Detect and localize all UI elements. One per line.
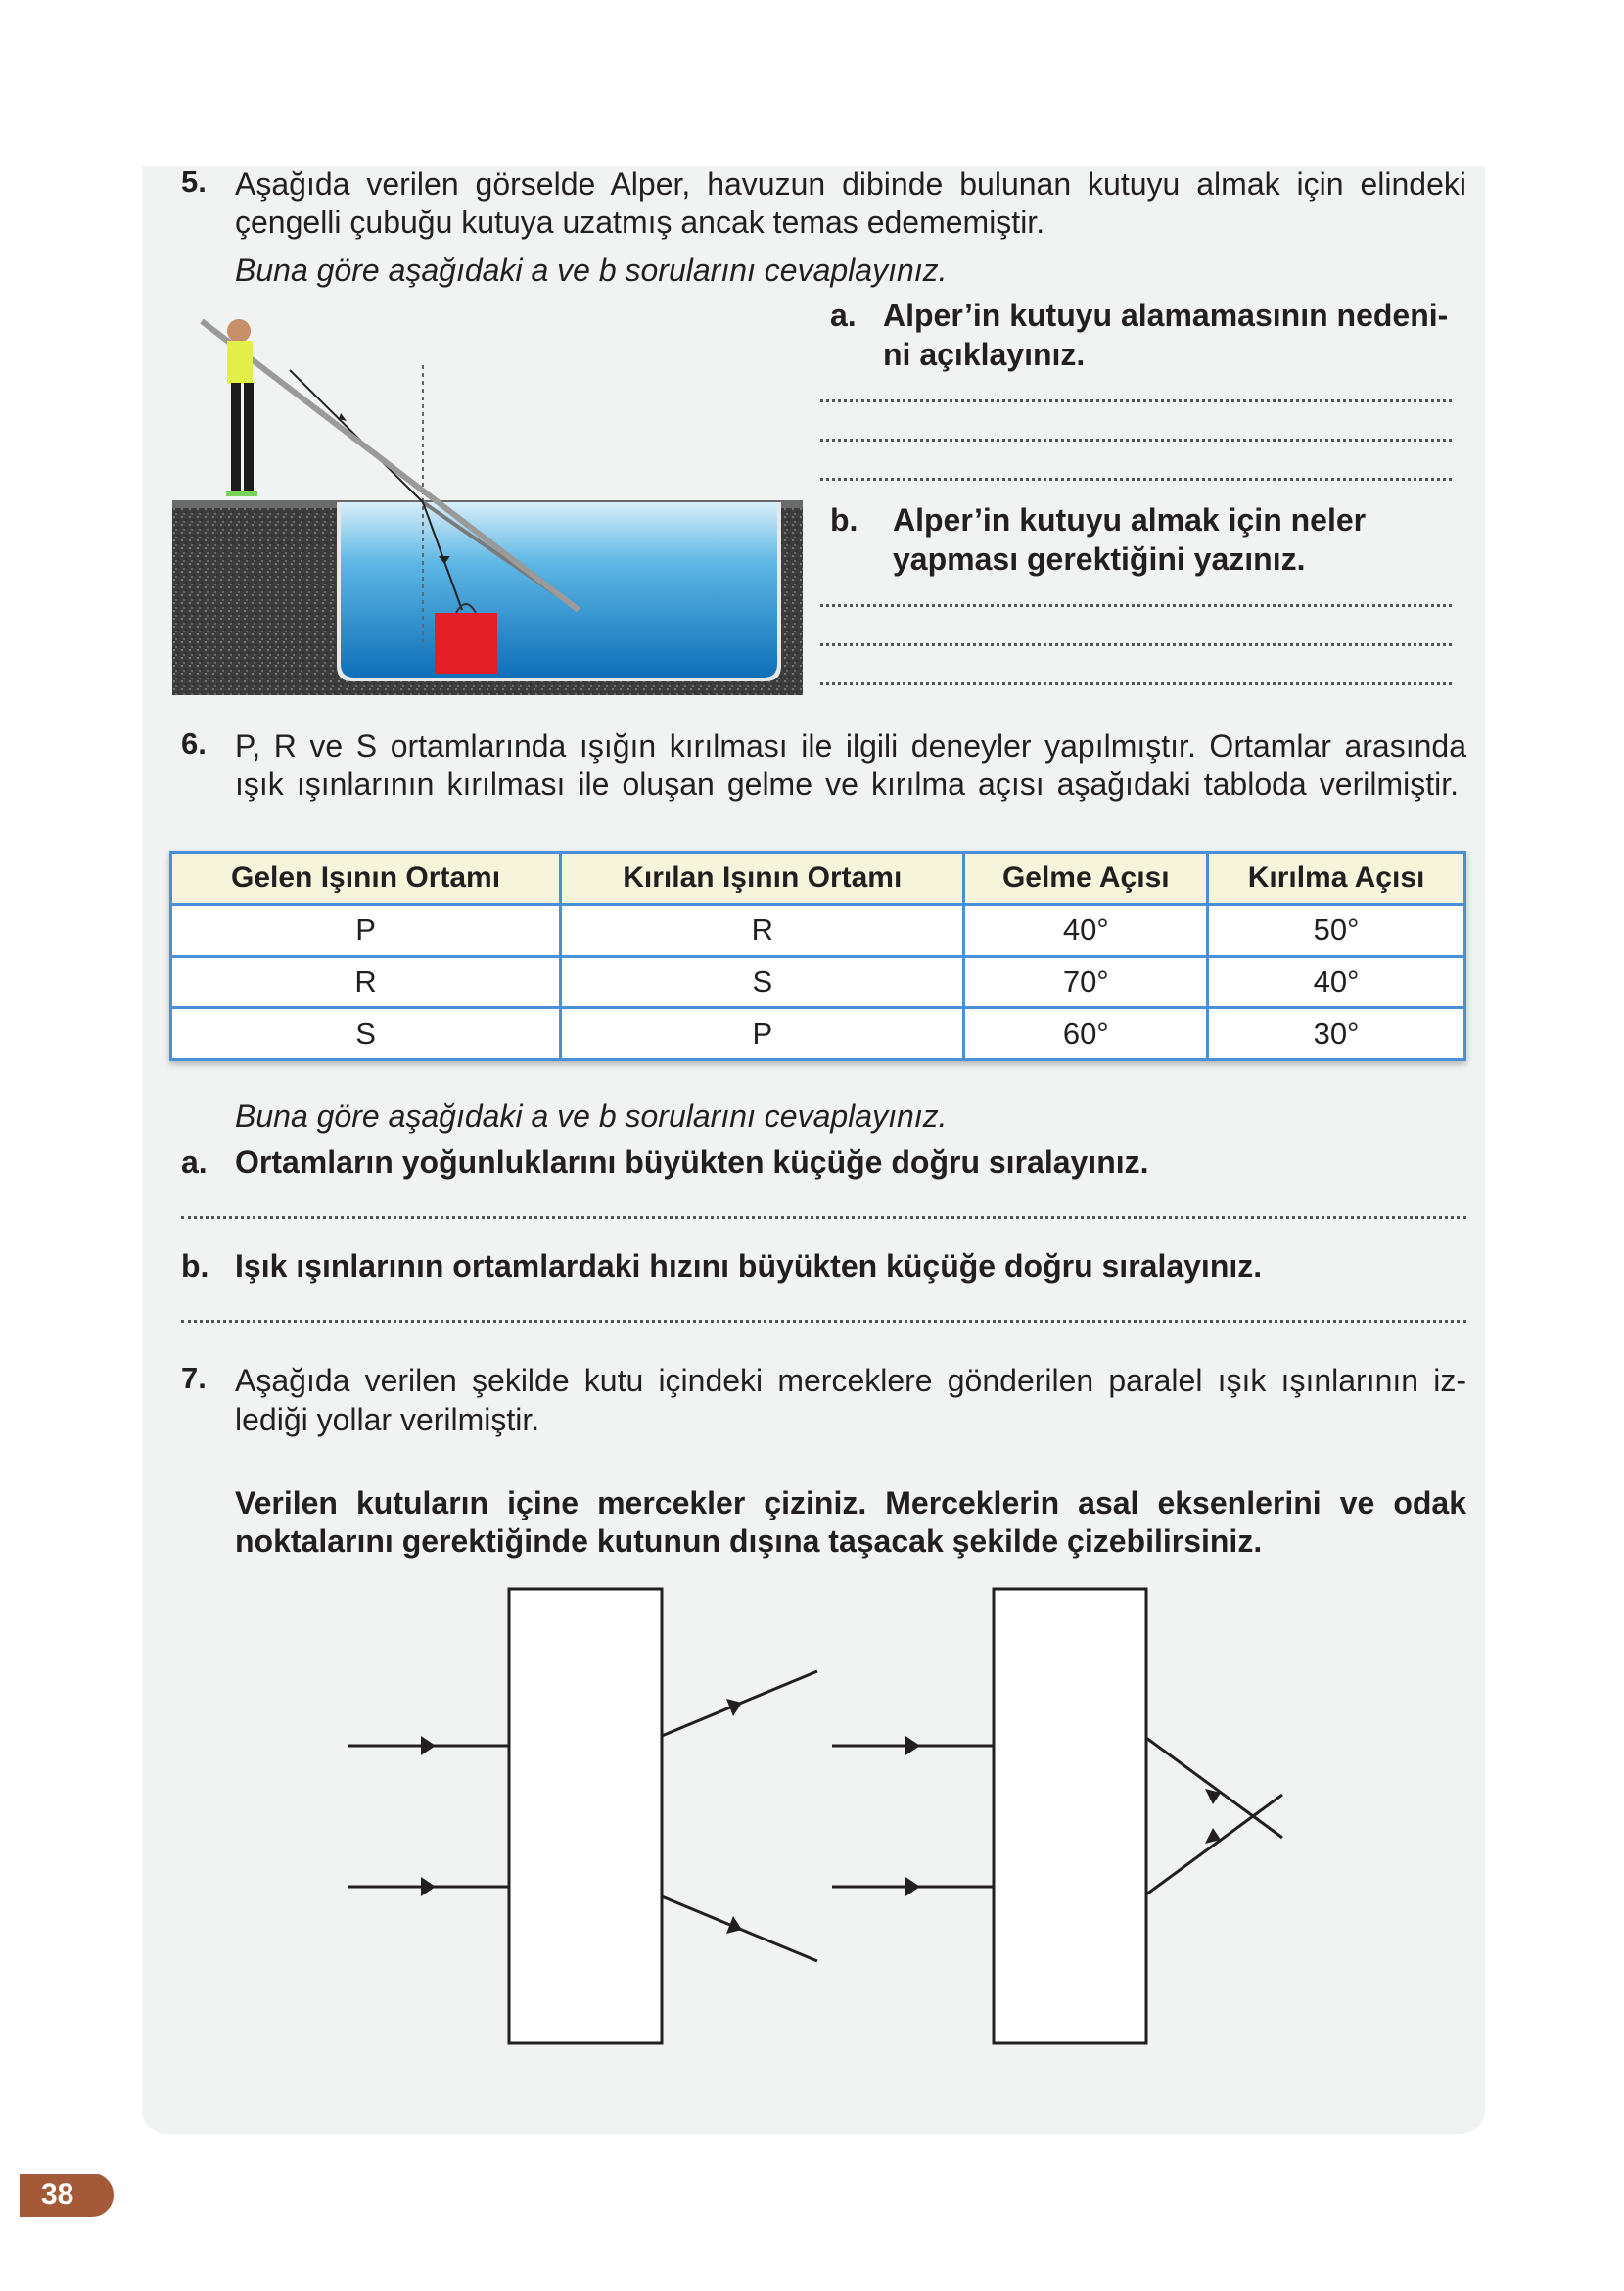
q5-b-answer-line-3[interactable] bbox=[820, 682, 1452, 685]
table-row bbox=[171, 1008, 1465, 1060]
table-cell: 30° bbox=[1208, 1008, 1465, 1060]
q5-b-answer-line-1[interactable] bbox=[820, 604, 1452, 607]
q6-text-line2: ışık ışınlarının kırılması ile oluşan gelme ve kırılma açısı aşağıdaki tabloda verilmiştir. bbox=[235, 767, 1459, 802]
table-cell: S bbox=[171, 1008, 561, 1060]
q5-a-answer-line-1[interactable] bbox=[820, 399, 1452, 402]
lens-box-diagram-2 bbox=[827, 1581, 1297, 2051]
q5-b-line1: Alper’in kutuyu almak için neler bbox=[893, 502, 1367, 538]
q6-instruction: Buna göre aşağıdaki a ve b sorularını cevaplayınız. bbox=[235, 1099, 948, 1134]
q5-b-answer-line-2[interactable] bbox=[820, 643, 1452, 646]
q6-number: 6. bbox=[181, 726, 207, 761]
table-header-row bbox=[171, 853, 1465, 905]
table-cell: 60° bbox=[964, 1008, 1208, 1060]
q5-a-answer-line-3[interactable] bbox=[820, 478, 1452, 481]
q6-b-text: Işık ışınlarının ortamlardaki hızını büyükten küçüğe doğru sıralayınız. bbox=[235, 1248, 1263, 1284]
table-cell: S bbox=[561, 957, 964, 1008]
q5-a-label: a. bbox=[830, 298, 857, 333]
table-cell: 50° bbox=[1208, 905, 1465, 957]
q6-text-line1: P, R ve S ortamlarında ışığın kırılması ile ilgili deneyler yapılmıştır. Ortamlar arasında bbox=[235, 728, 1466, 764]
table-cell: 40° bbox=[1208, 957, 1465, 1008]
table-header: Kırılma Açısı bbox=[1208, 853, 1465, 905]
q5-a-line2: ni açıklayınız. bbox=[883, 337, 1086, 372]
q7-number: 7. bbox=[181, 1361, 207, 1395]
table-cell: P bbox=[561, 1008, 964, 1060]
q5-instruction: Buna göre aşağıdaki a ve b sorularını cevaplayınız. bbox=[235, 253, 948, 288]
table-cell: 70° bbox=[964, 957, 1208, 1008]
q7-bold-line2: noktalarını gerektiğinde kutunun dışına taşacak şekilde çizebilirsiniz. bbox=[235, 1523, 1263, 1559]
table-cell: 40° bbox=[964, 905, 1208, 957]
q6-b-label: b. bbox=[181, 1248, 209, 1284]
table-row bbox=[171, 957, 1465, 1008]
q5-a-answer-line-2[interactable] bbox=[820, 439, 1452, 442]
lens-box-diagram-1 bbox=[343, 1581, 832, 2051]
q7-bold-line1: Verilen kutuların içine mercekler çiziniz. Merceklerin asal eksenlerini ve odak bbox=[235, 1485, 1466, 1520]
q5-b-label: b. bbox=[830, 502, 858, 538]
table-cell: R bbox=[171, 957, 561, 1008]
q5-text-line1: Aşağıda verilen görselde Alper, havuzun dibinde bulunan kutuyu almak için elindeki bbox=[235, 166, 1466, 202]
q6-a-answer-line[interactable] bbox=[181, 1216, 1466, 1219]
table-header: Gelme Açısı bbox=[964, 853, 1208, 905]
refraction-table bbox=[169, 851, 1466, 1061]
q5-number: 5. bbox=[181, 164, 207, 199]
q5-a-line1: Alper’in kutuyu alamamasının nedeni- bbox=[883, 298, 1449, 333]
table-header: Gelen Işının Ortamı bbox=[171, 853, 561, 905]
table-cell: P bbox=[171, 905, 561, 957]
q6-a-label: a. bbox=[181, 1145, 208, 1180]
q5-text-line2: çengelli çubuğu kutuya uzatmış ancak temas edememiştir. bbox=[235, 205, 1045, 240]
pool-illustration bbox=[172, 311, 803, 695]
table-cell: R bbox=[561, 905, 964, 957]
q6-b-answer-line[interactable] bbox=[181, 1320, 1466, 1323]
q5-b-line2: yapması gerektiğini yazınız. bbox=[893, 541, 1306, 577]
q7-text-line1: Aşağıda verilen şekilde kutu içindeki merceklere gönderilen paralel ışık ışınlarının iz- bbox=[235, 1363, 1466, 1398]
q7-text-line2: lediği yollar verilmiştir. bbox=[235, 1402, 540, 1437]
page-number-badge: 38 bbox=[20, 2174, 114, 2217]
table-row bbox=[171, 905, 1465, 957]
table-header: Kırılan Işının Ortamı bbox=[561, 853, 964, 905]
q6-a-text: Ortamların yoğunluklarını büyükten küçüğe doğru sıralayınız. bbox=[235, 1145, 1149, 1180]
